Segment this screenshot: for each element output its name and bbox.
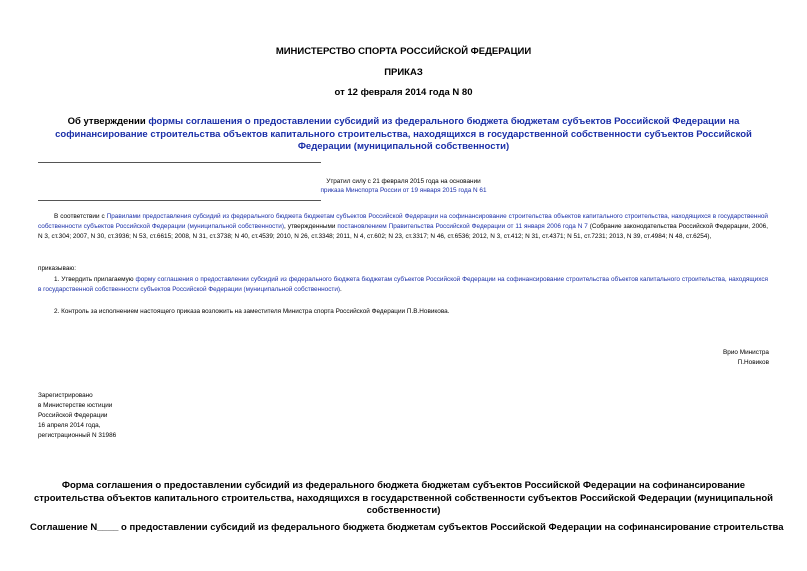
item-2: 2. Контроль за исполнением настоящего приказа возложить на заместителя Министра спорта Российской Федерации П.В.Новикова.: [54, 308, 450, 315]
document-date-number: от 12 февраля 2014 года N 80: [334, 87, 473, 98]
item-1-suffix: .: [340, 286, 342, 293]
form-title: Форма соглашения о предоставлении субсидий из федерального бюджета бюджетам субъектов Российской Федерации на софинансирование строительства объектов капитального строительства, находящихся в государственной собственности субъектов Российской Федерации (муниципальной собственности): [33, 480, 774, 516]
registration-line: Зарегистрировано: [38, 392, 93, 399]
top-divider: [38, 162, 321, 163]
ministry-name: МИНИСТЕРСТВО СПОРТА РОССИЙСКОЙ ФЕДЕРАЦИИ: [275, 46, 532, 57]
registration-block: [38, 391, 116, 441]
preamble-prefix: В соответствии с: [54, 213, 107, 220]
bottom-divider: [38, 200, 321, 201]
agreement-heading: Соглашение N____ о предоставлении субсидий из федерального бюджета бюджетам субъектов Российской Федерации на софинансирование строительства: [30, 522, 784, 533]
title-prefix: Об утверждении: [67, 116, 149, 127]
preamble-suffix: (Собрание законодательства Российской Федерации, 2006, N 3, ст.304; 2007, N 30, ст.3936; N 53, ст.6615; 2008, N 31, ст.3738; N 40, ст.4539; 2010, N 26, ст.3348; 2011, N 4, ст.602; N 23, ст.3317; N 46, ст.6536; 2012, N 3, ст.412; N 31, ст.4371; N 51, ст.7231; 2013, N 39, ст.4984; N 48, ст.6254),: [38, 223, 769, 240]
document-title: [30, 116, 777, 154]
item-1: [38, 275, 768, 295]
document-type: ПРИКАЗ: [384, 67, 423, 78]
government-resolution-link[interactable]: постановлением Правительства Российской Федерации от 11 января 2006 года N 7: [337, 223, 588, 230]
registration-line: 16 апреля 2014 года,: [38, 422, 101, 429]
registration-line: регистрационный N 31986: [38, 432, 117, 439]
registration-line: Российской Федерации: [38, 412, 108, 419]
approved-form-link[interactable]: форму соглашения о предоставлении субсидий из федерального бюджета бюджетам субъектов Российской Федерации на софинансирование строительства объектов капитального строительства, находящихся в государственной собственности субъектов Российской Федерации (муниципальной собственности): [38, 276, 768, 293]
preamble-paragraph: [38, 212, 768, 242]
item-1-prefix: 1. Утвердить прилагаемую: [54, 276, 136, 283]
order-word: приказываю:: [38, 265, 76, 272]
signature-position: Врио Министра: [723, 349, 769, 356]
status-link-line: [0, 186, 807, 196]
status-line: Утратил силу с 21 февраля 2015 года на основании: [326, 178, 481, 185]
repeal-order-link[interactable]: приказа Минспорта России от 19 января 2015 года N 61: [320, 187, 487, 194]
registration-line: в Министерстве юстиции: [38, 402, 113, 409]
title-form-link[interactable]: формы соглашения о предоставлении субсидий из федерального бюджета бюджетам субъектов Российской Федерации на софинансирование строительства объектов капитального строительства, находящихся в государственной собственности субъектов Российской Федерации (муниципальной собственности): [55, 116, 752, 152]
rules-link[interactable]: Правилами предоставления субсидий из федерального бюджета бюджетам субъектов Российской Федерации на софинансирование строительства объектов капитального строительства, находящихся в государственной собственности субъектов Российской Федерации (муниципальной собственности): [38, 213, 769, 230]
preamble-middle: , утвержденными: [283, 223, 338, 230]
signature-name: П.Новиков: [737, 359, 769, 366]
